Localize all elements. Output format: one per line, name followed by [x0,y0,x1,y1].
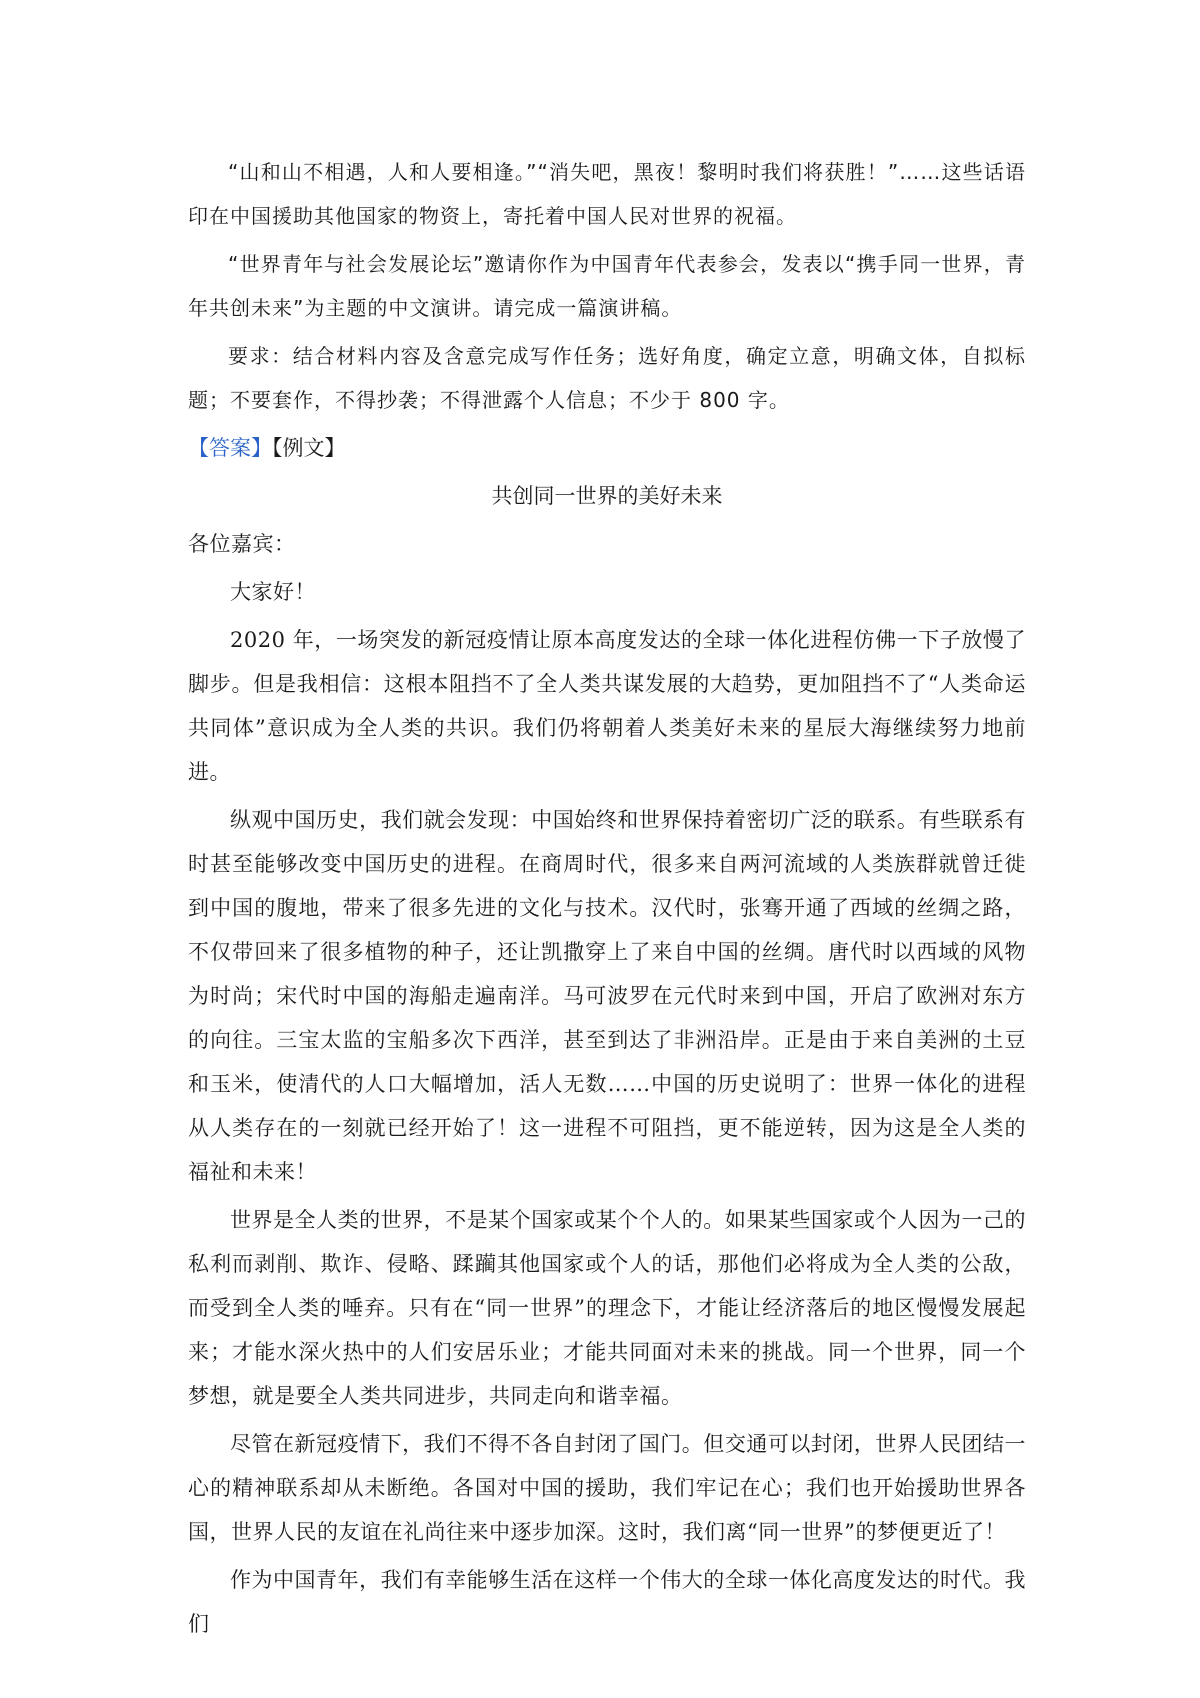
essay-salutation: 各位嘉宾： [188,532,296,556]
essay-greeting: 大家好！ [230,580,316,604]
essay-paragraph-1: 2020 年，一场突发的新冠疫情让原本高度发达的全球一体化进程仿佛一下子放慢了脚步。但是我相信：这根本阻挡不了全人类共谋发展的大趋势，更加阻挡不了“人类命运共同体”意识成为全人类的共识。我们仍将朝着人类美好未来的星辰大海继续努力地前进。 [188,628,1026,784]
essay-title: 共创同一世界的美好未来 [491,484,723,508]
answer-tag: 【答案】 [188,436,272,460]
essay-paragraph-2: 纵观中国历史，我们就会发现：中国始终和世界保持着密切广泛的联系。有些联系有时甚至能够改变中国历史的进程。在商周时代，很多来自两河流域的人类族群就曾迁徙到中国的腹地，带来了很多先进的文化与技术。汉代时，张骞开通了西域的丝绸之路，不仅带回来了很多植物的种子，还让凯撒穿上了来自中国的丝绸。唐代时以西域的风物为时尚；宋代时中国的海船走遍南洋。马可波罗在元代时来到中国，开启了欧洲对东方的向往。三宝太监的宝船多次下西洋，甚至到达了非洲沿岸。正是由于来自美洲的土豆和玉米，使清代的人口大幅增加，活人无数……中国的历史说明了：世界一体化的进程从人类存在的一刻就已经开始了！这一进程不可阻挡，更不能逆转，因为这是全人类的福祉和未来！ [188,808,1026,1184]
document-page [188,150,1026,1650]
answer-heading [188,426,1026,470]
essay-paragraph-5: 作为中国青年，我们有幸能够生活在这样一个伟大的全球一体化高度发达的时代。我们 [188,1568,1026,1636]
essay-paragraph-3: 世界是全人类的世界，不是某个国家或某个个人的。如果某些国家或个人因为一己的私利而剥削、欺诈、侵略、蹂躏其他国家或个人的话，那他们必将成为全人类的公敌，而受到全人类的唾弃。只有在“同一世界”的理念下，才能让经济落后的地区慢慢发展起来；才能水深火热中的人们安居乐业；才能共同面对未来的挑战。同一个世界，同一个梦想，就是要全人类共同进步，共同走向和谐幸福。 [188,1208,1026,1408]
prompt-paragraph-1: “山和山不相遇，人和人要相逢。”“消失吧，黑夜！黎明时我们将获胜！”……这些话语印在中国援助其他国家的物资上，寄托着中国人民对世界的祝福。 [188,160,1026,228]
prompt-paragraph-3: 要求：结合材料内容及含意完成写作任务；选好角度，确定立意，明确文体，自拟标题；不要套作，不得抄袭；不得泄露个人信息；不少于 800 字。 [188,344,1026,412]
sample-essay-label: 【例文】 [272,436,346,460]
essay-paragraph-4: 尽管在新冠疫情下，我们不得不各自封闭了国门。但交通可以封闭，世界人民团结一心的精神联系却从未断绝。各国对中国的援助，我们牢记在心；我们也开始援助世界各国，世界人民的友谊在礼尚往来中逐步加深。这时，我们离“同一世界”的梦便更近了！ [188,1432,1026,1544]
prompt-paragraph-2: “世界青年与社会发展论坛”邀请你作为中国青年代表参会，发表以“携手同一世界，青年共创未来”为主题的中文演讲。请完成一篇演讲稿。 [188,252,1026,320]
